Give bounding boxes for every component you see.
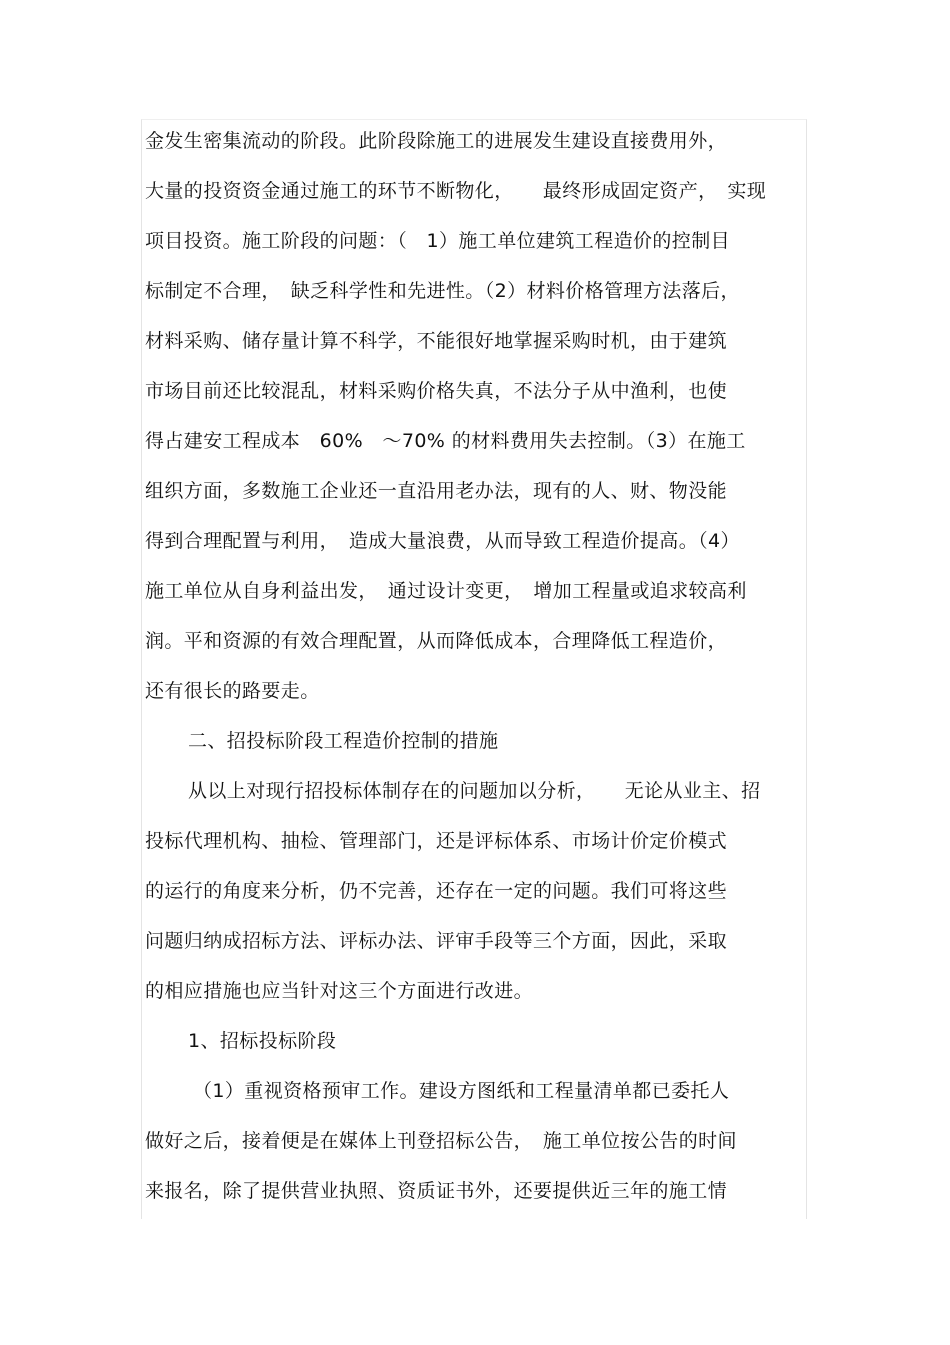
text-line: 投标代理机构、抽检、管理部门，还是评标体系、市场计价定价模式	[145, 830, 728, 852]
text-line: 标制定不合理， 缺乏科学性和先进性。（2）材料价格管理方法落后，	[145, 280, 740, 302]
text-line: 做好之后，接着便是在媒体上刊登招标公告， 施工单位按公告的时间	[145, 1130, 737, 1152]
text-line: 还有很长的路要走。	[145, 680, 320, 702]
subsection-heading: 1、招标投标阶段	[188, 1030, 337, 1052]
text-line: 的相应措施也应当针对这三个方面进行改进。	[145, 980, 534, 1002]
text-line: 的运行的角度来分析，仍不完善，还存在一定的问题。我们可将这些	[145, 880, 728, 902]
text-line: 施工单位从自身利益出发， 通过设计变更， 增加工程量或追求较高利	[145, 580, 747, 602]
text-line: 金发生密集流动的阶段。此阶段除施工的进展发生建设直接费用外，	[145, 130, 728, 152]
text-line: 组织方面，多数施工企业还一直沿用老办法，现有的人、财、物没能	[145, 480, 728, 502]
text-line: （1）重视资格预审工作。建设方图纸和工程量清单都已委托人	[193, 1080, 730, 1102]
text-line: 得到合理配置与利用， 造成大量浪费，从而导致工程造价提高。（4）	[145, 530, 740, 552]
text-line: 问题归纳成招标方法、评标办法、评审手段等三个方面，因此，采取	[145, 930, 728, 952]
text-line: 得占建安工程成本 60% ～70% 的材料费用失去控制。（3）在施工	[145, 430, 746, 452]
text-line: 大量的投资资金通过施工的环节不断物化， 最终形成固定资产， 实现	[145, 180, 767, 202]
text-line: 项目投资。施工阶段的问题：（ 1）施工单位建筑工程造价的控制目	[145, 230, 730, 252]
text-line: 来报名，除了提供营业执照、资质证书外，还要提供近三年的施工情	[145, 1180, 728, 1202]
document-body	[145, 121, 810, 1221]
text-line: 润。平和资源的有效合理配置，从而降低成本，合理降低工程造价，	[145, 630, 728, 652]
text-line: 从以上对现行招投标体制存在的问题加以分析， 无论从业主、招	[188, 780, 761, 802]
text-line: 市场目前还比较混乱，材料采购价格失真，不法分子从中渔利，也使	[145, 380, 728, 402]
section-heading: 二、招投标阶段工程造价控制的措施	[188, 730, 499, 752]
text-line: 材料采购、储存量计算不科学，不能很好地掌握采购时机，由于建筑	[145, 330, 728, 352]
